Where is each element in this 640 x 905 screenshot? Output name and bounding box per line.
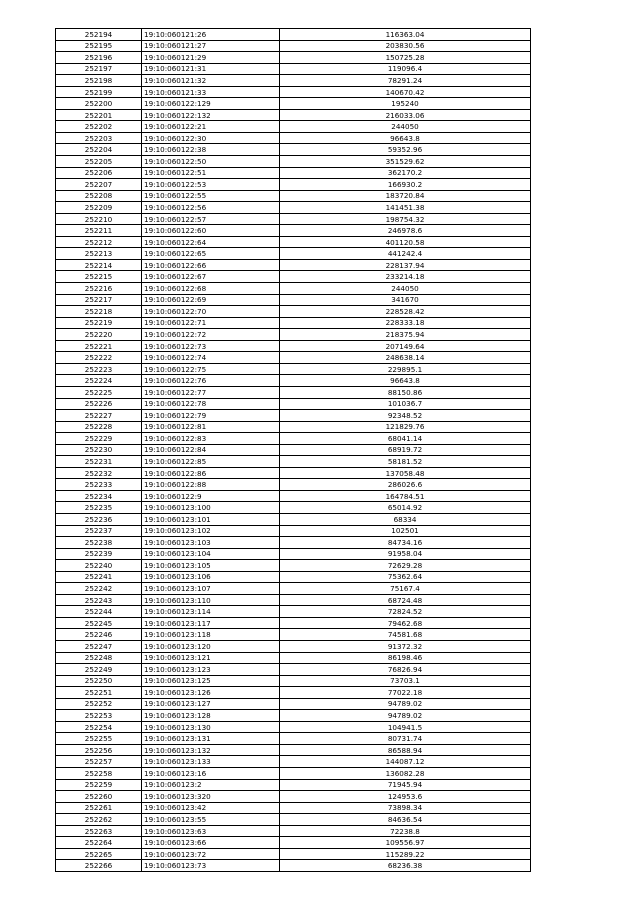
amount-cell: 77022.18 [280, 687, 531, 699]
cadastral-number-cell: 19:10:060123:16 [142, 768, 280, 780]
table-row [56, 687, 531, 699]
amount-cell: 94789.02 [280, 710, 531, 722]
cadastral-number-cell: 19:10:060122:83 [142, 433, 280, 445]
cadastral-number-cell: 19:10:060123:120 [142, 640, 280, 652]
record-id-cell: 252224 [56, 375, 142, 387]
table-row [56, 560, 531, 572]
cadastral-number-cell: 19:10:060121:29 [142, 52, 280, 64]
record-id-cell: 252199 [56, 86, 142, 98]
cadastral-number-cell: 19:10:060122:77 [142, 386, 280, 398]
cadastral-number-cell: 19:10:060123:42 [142, 802, 280, 814]
amount-cell: 166930.2 [280, 179, 531, 191]
record-id-cell: 252265 [56, 848, 142, 860]
amount-cell: 150725.28 [280, 52, 531, 64]
record-id-cell: 252206 [56, 167, 142, 179]
amount-cell: 86198.46 [280, 652, 531, 664]
cadastral-number-cell: 19:10:060123:105 [142, 560, 280, 572]
cadastral-number-cell: 19:10:060122:53 [142, 179, 280, 191]
table-row [56, 502, 531, 514]
record-id-cell: 252227 [56, 410, 142, 422]
table-row [56, 63, 531, 75]
record-id-cell: 252240 [56, 560, 142, 572]
record-id-cell: 252237 [56, 525, 142, 537]
cadastral-number-cell: 19:10:060123:2 [142, 779, 280, 791]
cadastral-number-cell: 19:10:060123:126 [142, 687, 280, 699]
amount-cell: 218375.94 [280, 329, 531, 341]
record-id-cell: 252245 [56, 617, 142, 629]
table-row [56, 190, 531, 202]
record-id-cell: 252220 [56, 329, 142, 341]
record-id-cell: 252223 [56, 363, 142, 375]
record-id-cell: 252239 [56, 548, 142, 560]
table-row [56, 386, 531, 398]
cadastral-number-cell: 19:10:060123:106 [142, 571, 280, 583]
record-id-cell: 252197 [56, 63, 142, 75]
amount-cell: 71945.94 [280, 779, 531, 791]
record-id-cell: 252207 [56, 179, 142, 191]
cadastral-number-cell: 19:10:060122:81 [142, 421, 280, 433]
cadastral-number-cell: 19:10:060122:73 [142, 340, 280, 352]
amount-cell: 86588.94 [280, 744, 531, 756]
amount-cell: 68724.48 [280, 594, 531, 606]
cadastral-number-cell: 19:10:060122:50 [142, 156, 280, 168]
cadastral-number-cell: 19:10:060123:104 [142, 548, 280, 560]
table-row [56, 583, 531, 595]
cadastral-number-cell: 19:10:060123:102 [142, 525, 280, 537]
amount-cell: 59352.96 [280, 144, 531, 156]
table-row [56, 329, 531, 341]
table-row [56, 756, 531, 768]
table-row [56, 202, 531, 214]
amount-cell: 78291.24 [280, 75, 531, 87]
record-id-cell: 252229 [56, 433, 142, 445]
record-id-cell: 252217 [56, 294, 142, 306]
amount-cell: 183720.84 [280, 190, 531, 202]
amount-cell: 116363.04 [280, 29, 531, 41]
amount-cell: 92348.52 [280, 410, 531, 422]
amount-cell: 248638.14 [280, 352, 531, 364]
table-row [56, 363, 531, 375]
record-id-cell: 252211 [56, 225, 142, 237]
record-id-cell: 252248 [56, 652, 142, 664]
table-row [56, 513, 531, 525]
table-row [56, 456, 531, 468]
cadastral-number-cell: 19:10:060122:72 [142, 329, 280, 341]
amount-cell: 228528.42 [280, 306, 531, 318]
cadastral-number-cell: 19:10:060122:86 [142, 467, 280, 479]
cadastral-number-cell: 19:10:060123:127 [142, 698, 280, 710]
table-row [56, 733, 531, 745]
table-row [56, 802, 531, 814]
record-id-cell: 252233 [56, 479, 142, 491]
table-row [56, 248, 531, 260]
record-id-cell: 252222 [56, 352, 142, 364]
record-id-cell: 252234 [56, 490, 142, 502]
cadastral-number-cell: 19:10:060122:21 [142, 121, 280, 133]
record-id-cell: 252236 [56, 513, 142, 525]
record-id-cell: 252201 [56, 109, 142, 121]
amount-cell: 286026.6 [280, 479, 531, 491]
table-row [56, 40, 531, 52]
table-row [56, 444, 531, 456]
amount-cell: 101036.7 [280, 398, 531, 410]
table-row [56, 271, 531, 283]
amount-cell: 351529.62 [280, 156, 531, 168]
cadastral-number-cell: 19:10:060122:78 [142, 398, 280, 410]
cadastral-number-cell: 19:10:060122:67 [142, 271, 280, 283]
table-row [56, 132, 531, 144]
record-id-cell: 252215 [56, 271, 142, 283]
record-id-cell: 252257 [56, 756, 142, 768]
record-id-cell: 252253 [56, 710, 142, 722]
table-row [56, 98, 531, 110]
cadastral-number-cell: 19:10:060123:101 [142, 513, 280, 525]
record-id-cell: 252200 [56, 98, 142, 110]
cadastral-number-cell: 19:10:060123:72 [142, 848, 280, 860]
table-row [56, 791, 531, 803]
cadastral-number-cell: 19:10:060122:69 [142, 294, 280, 306]
cadastral-number-cell: 19:10:060121:27 [142, 40, 280, 52]
record-id-cell: 252263 [56, 825, 142, 837]
record-id-cell: 252228 [56, 421, 142, 433]
cadastral-number-cell: 19:10:060122:79 [142, 410, 280, 422]
amount-cell: 79462.68 [280, 617, 531, 629]
table-row [56, 421, 531, 433]
amount-cell: 228137.94 [280, 259, 531, 271]
amount-cell: 244050 [280, 283, 531, 295]
amount-cell: 109556.97 [280, 837, 531, 849]
record-id-cell: 252242 [56, 583, 142, 595]
record-id-cell: 252264 [56, 837, 142, 849]
record-id-cell: 252209 [56, 202, 142, 214]
table-row [56, 640, 531, 652]
amount-cell: 119096.4 [280, 63, 531, 75]
amount-cell: 68919.72 [280, 444, 531, 456]
amount-cell: 91372.32 [280, 640, 531, 652]
record-id-cell: 252266 [56, 860, 142, 872]
cadastral-number-cell: 19:10:060122:88 [142, 479, 280, 491]
table-row [56, 236, 531, 248]
amount-cell: 96643.8 [280, 375, 531, 387]
amount-cell: 228333.18 [280, 317, 531, 329]
table-row [56, 156, 531, 168]
amount-cell: 75362.64 [280, 571, 531, 583]
amount-cell: 341670 [280, 294, 531, 306]
cadastral-number-cell: 19:10:060123:107 [142, 583, 280, 595]
cadastral-number-cell: 19:10:060123:133 [142, 756, 280, 768]
table-row [56, 467, 531, 479]
cadastral-number-cell: 19:10:060123:123 [142, 664, 280, 676]
amount-cell: 91958.04 [280, 548, 531, 560]
table-row [56, 109, 531, 121]
amount-cell: 244050 [280, 121, 531, 133]
cadastral-number-cell: 19:10:060123:121 [142, 652, 280, 664]
table-row [56, 744, 531, 756]
cadastral-number-cell: 19:10:060123:66 [142, 837, 280, 849]
table-row [56, 225, 531, 237]
table-row [56, 525, 531, 537]
table-row [56, 352, 531, 364]
table-row [56, 860, 531, 872]
record-id-cell: 252221 [56, 340, 142, 352]
amount-cell: 104941.5 [280, 721, 531, 733]
table-row [56, 294, 531, 306]
amount-cell: 96643.8 [280, 132, 531, 144]
table-row [56, 721, 531, 733]
table-row [56, 710, 531, 722]
table-row [56, 814, 531, 826]
record-id-cell: 252261 [56, 802, 142, 814]
amount-cell: 73703.1 [280, 675, 531, 687]
record-id-cell: 252194 [56, 29, 142, 41]
cadastral-number-cell: 19:10:060123:114 [142, 606, 280, 618]
cadastral-number-cell: 19:10:060123:130 [142, 721, 280, 733]
cadastral-number-cell: 19:10:060121:31 [142, 63, 280, 75]
amount-cell: 362170.2 [280, 167, 531, 179]
record-id-cell: 252204 [56, 144, 142, 156]
amount-cell: 68041.14 [280, 433, 531, 445]
table-row [56, 548, 531, 560]
record-id-cell: 252260 [56, 791, 142, 803]
cadastral-number-cell: 19:10:060123:110 [142, 594, 280, 606]
amount-cell: 198754.32 [280, 213, 531, 225]
table-row [56, 317, 531, 329]
cadastral-number-cell: 19:10:060121:33 [142, 86, 280, 98]
record-id-cell: 252231 [56, 456, 142, 468]
record-id-cell: 252226 [56, 398, 142, 410]
amount-cell: 72238.8 [280, 825, 531, 837]
data-table [55, 28, 531, 872]
record-id-cell: 252195 [56, 40, 142, 52]
amount-cell: 216033.06 [280, 109, 531, 121]
record-id-cell: 252256 [56, 744, 142, 756]
cadastral-number-cell: 19:10:060122:85 [142, 456, 280, 468]
amount-cell: 84636.54 [280, 814, 531, 826]
record-id-cell: 252198 [56, 75, 142, 87]
record-id-cell: 252246 [56, 629, 142, 641]
record-id-cell: 252241 [56, 571, 142, 583]
cadastral-number-cell: 19:10:060122:71 [142, 317, 280, 329]
amount-cell: 441242.4 [280, 248, 531, 260]
table-row [56, 375, 531, 387]
table-row [56, 490, 531, 502]
record-id-cell: 252249 [56, 664, 142, 676]
record-id-cell: 252252 [56, 698, 142, 710]
record-id-cell: 252251 [56, 687, 142, 699]
cadastral-number-cell: 19:10:060122:84 [142, 444, 280, 456]
record-id-cell: 252230 [56, 444, 142, 456]
amount-cell: 195240 [280, 98, 531, 110]
record-id-cell: 252216 [56, 283, 142, 295]
table-row [56, 259, 531, 271]
record-id-cell: 252214 [56, 259, 142, 271]
record-id-cell: 252218 [56, 306, 142, 318]
cadastral-number-cell: 19:10:060122:68 [142, 283, 280, 295]
table-row [56, 479, 531, 491]
amount-cell: 68334 [280, 513, 531, 525]
cadastral-number-cell: 19:10:060122:9 [142, 490, 280, 502]
table-row [56, 167, 531, 179]
record-id-cell: 252238 [56, 537, 142, 549]
cadastral-number-cell: 19:10:060122:30 [142, 132, 280, 144]
record-id-cell: 252259 [56, 779, 142, 791]
cadastral-number-cell: 19:10:060123:103 [142, 537, 280, 549]
amount-cell: 401120.58 [280, 236, 531, 248]
amount-cell: 136082.28 [280, 768, 531, 780]
table-row [56, 29, 531, 41]
cadastral-number-cell: 19:10:060122:56 [142, 202, 280, 214]
amount-cell: 233214.18 [280, 271, 531, 283]
table-row [56, 537, 531, 549]
amount-cell: 144087.12 [280, 756, 531, 768]
table-row [56, 837, 531, 849]
table-row [56, 410, 531, 422]
table-row [56, 398, 531, 410]
cadastral-number-cell: 19:10:060123:118 [142, 629, 280, 641]
amount-cell: 72824.52 [280, 606, 531, 618]
record-id-cell: 252208 [56, 190, 142, 202]
table-row [56, 606, 531, 618]
table-row [56, 213, 531, 225]
amount-cell: 65014.92 [280, 502, 531, 514]
table-body [56, 29, 531, 872]
record-id-cell: 252262 [56, 814, 142, 826]
record-id-cell: 252212 [56, 236, 142, 248]
record-id-cell: 252196 [56, 52, 142, 64]
table-row [56, 433, 531, 445]
table-row [56, 75, 531, 87]
table-row [56, 144, 531, 156]
cadastral-number-cell: 19:10:060121:32 [142, 75, 280, 87]
cadastral-number-cell: 19:10:060122:74 [142, 352, 280, 364]
table-row [56, 629, 531, 641]
cadastral-number-cell: 19:10:060123:117 [142, 617, 280, 629]
amount-cell: 102501 [280, 525, 531, 537]
cadastral-number-cell: 19:10:060123:128 [142, 710, 280, 722]
record-id-cell: 252235 [56, 502, 142, 514]
record-id-cell: 252213 [56, 248, 142, 260]
cadastral-number-cell: 19:10:060122:51 [142, 167, 280, 179]
record-id-cell: 252203 [56, 132, 142, 144]
table-row [56, 179, 531, 191]
table-row [56, 779, 531, 791]
table-row [56, 52, 531, 64]
record-id-cell: 252202 [56, 121, 142, 133]
amount-cell: 140670.42 [280, 86, 531, 98]
cadastral-number-cell: 19:10:060122:65 [142, 248, 280, 260]
table-row [56, 121, 531, 133]
cadastral-number-cell: 19:10:060123:73 [142, 860, 280, 872]
table-row [56, 698, 531, 710]
table-row [56, 283, 531, 295]
cadastral-number-cell: 19:10:060122:66 [142, 259, 280, 271]
table-row [56, 652, 531, 664]
amount-cell: 84734.16 [280, 537, 531, 549]
table-row [56, 306, 531, 318]
amount-cell: 141451.38 [280, 202, 531, 214]
amount-cell: 121829.76 [280, 421, 531, 433]
record-id-cell: 252232 [56, 467, 142, 479]
cadastral-number-cell: 19:10:060122:64 [142, 236, 280, 248]
amount-cell: 72629.28 [280, 560, 531, 572]
table-row [56, 594, 531, 606]
record-id-cell: 252225 [56, 386, 142, 398]
record-id-cell: 252255 [56, 733, 142, 745]
cadastral-number-cell: 19:10:060122:55 [142, 190, 280, 202]
table-row [56, 664, 531, 676]
amount-cell: 74581.68 [280, 629, 531, 641]
cadastral-number-cell: 19:10:060123:131 [142, 733, 280, 745]
table-row [56, 617, 531, 629]
amount-cell: 203830.56 [280, 40, 531, 52]
cadastral-number-cell: 19:10:060122:132 [142, 109, 280, 121]
cadastral-number-cell: 19:10:060122:38 [142, 144, 280, 156]
amount-cell: 164784.51 [280, 490, 531, 502]
cadastral-number-cell: 19:10:060122:75 [142, 363, 280, 375]
table-row [56, 768, 531, 780]
table-row [56, 340, 531, 352]
record-id-cell: 252250 [56, 675, 142, 687]
record-id-cell: 252244 [56, 606, 142, 618]
cadastral-number-cell: 19:10:060123:320 [142, 791, 280, 803]
amount-cell: 73898.34 [280, 802, 531, 814]
cadastral-number-cell: 19:10:060123:100 [142, 502, 280, 514]
amount-cell: 94789.02 [280, 698, 531, 710]
record-id-cell: 252254 [56, 721, 142, 733]
cadastral-number-cell: 19:10:060123:63 [142, 825, 280, 837]
record-id-cell: 252205 [56, 156, 142, 168]
record-id-cell: 252219 [56, 317, 142, 329]
table-row [56, 825, 531, 837]
amount-cell: 246978.6 [280, 225, 531, 237]
amount-cell: 229895.1 [280, 363, 531, 375]
amount-cell: 80731.74 [280, 733, 531, 745]
cadastral-number-cell: 19:10:060123:132 [142, 744, 280, 756]
record-id-cell: 252258 [56, 768, 142, 780]
amount-cell: 115289.22 [280, 848, 531, 860]
table-row [56, 571, 531, 583]
record-id-cell: 252247 [56, 640, 142, 652]
cadastral-number-cell: 19:10:060123:125 [142, 675, 280, 687]
record-id-cell: 252210 [56, 213, 142, 225]
amount-cell: 207149.64 [280, 340, 531, 352]
table-row [56, 848, 531, 860]
cadastral-number-cell: 19:10:060121:26 [142, 29, 280, 41]
amount-cell: 88150.86 [280, 386, 531, 398]
amount-cell: 58181.52 [280, 456, 531, 468]
cadastral-number-cell: 19:10:060122:70 [142, 306, 280, 318]
amount-cell: 124953.6 [280, 791, 531, 803]
amount-cell: 137058.48 [280, 467, 531, 479]
amount-cell: 68236.38 [280, 860, 531, 872]
amount-cell: 75167.4 [280, 583, 531, 595]
cadastral-number-cell: 19:10:060123:55 [142, 814, 280, 826]
cadastral-number-cell: 19:10:060122:76 [142, 375, 280, 387]
cadastral-number-cell: 19:10:060122:60 [142, 225, 280, 237]
amount-cell: 76826.94 [280, 664, 531, 676]
cadastral-number-cell: 19:10:060122:57 [142, 213, 280, 225]
record-id-cell: 252243 [56, 594, 142, 606]
table-row [56, 675, 531, 687]
cadastral-number-cell: 19:10:060122:129 [142, 98, 280, 110]
table-row [56, 86, 531, 98]
